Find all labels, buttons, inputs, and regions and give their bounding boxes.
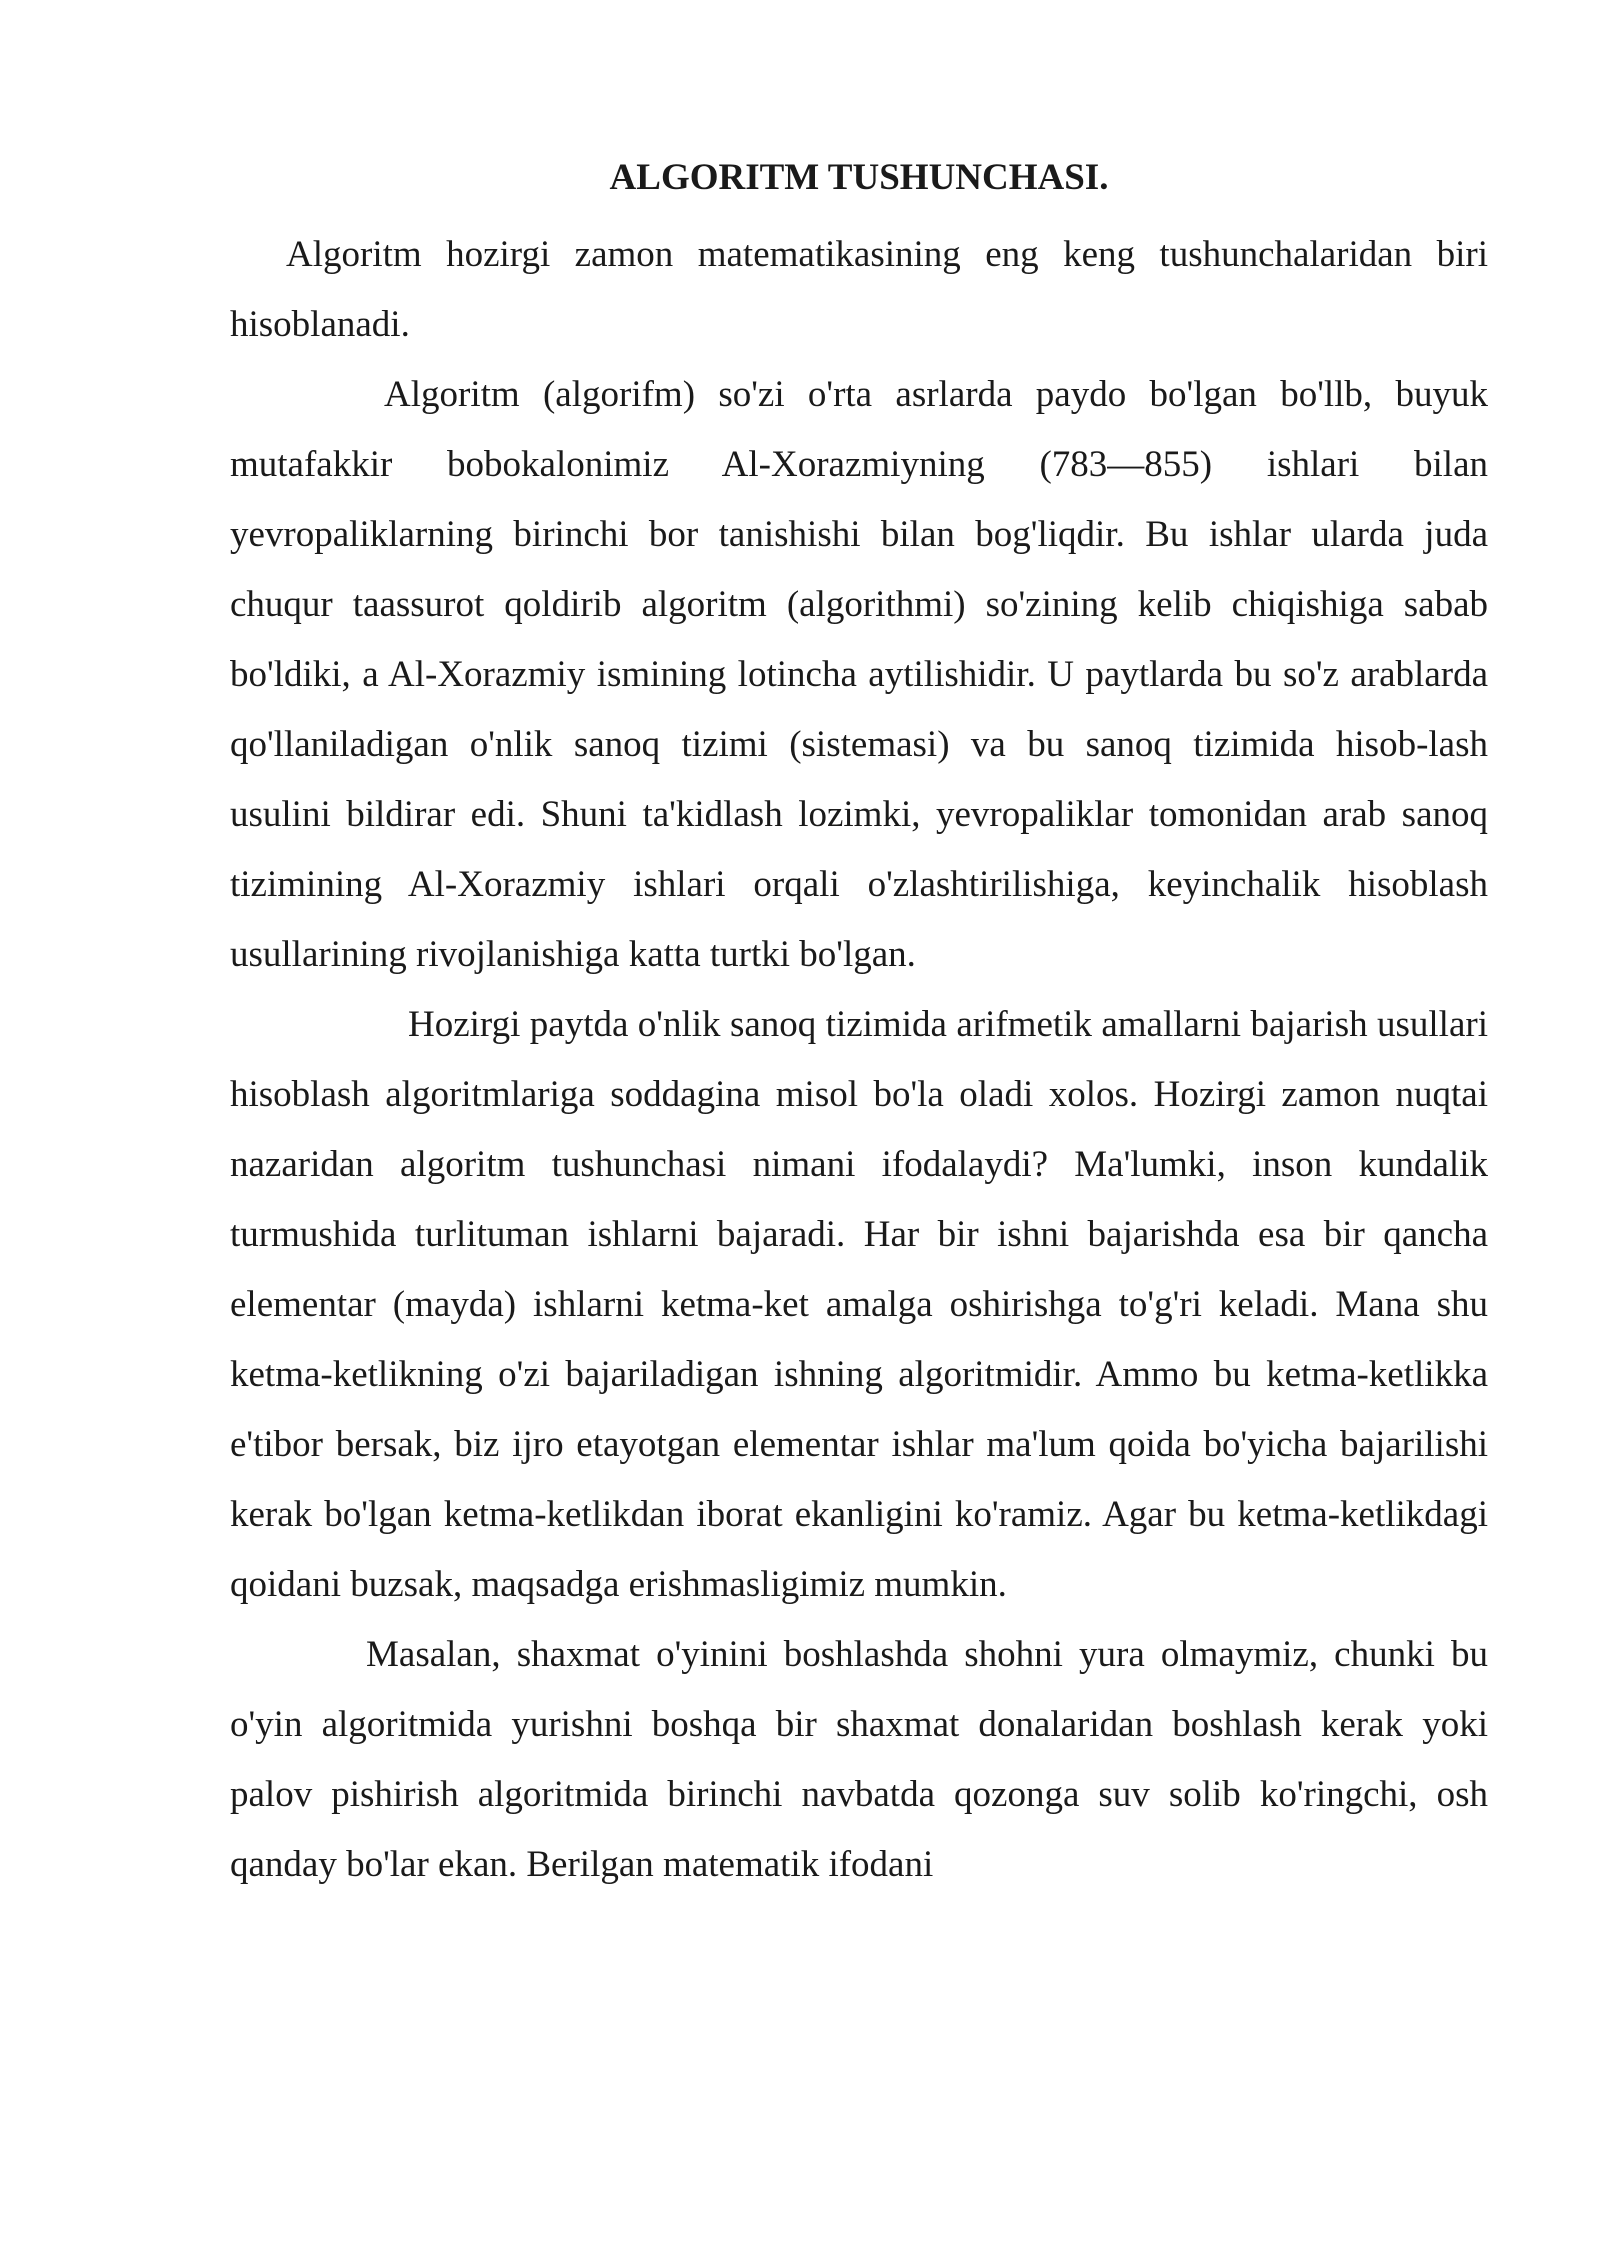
paragraph-origin: Algoritm (algorifm) so'zi o'rta asrlarda paydo bo'lgan bo'llb, buyuk mutafakkir bobokalonimiz Al-Xorazmiyning (783—855) ishlari bilan yevropaliklarning birinchi bor tanishishi bilan bog'liqdir. Bu ishlar ularda juda chuqur taassurot qoldirib algoritm (algorithmi) so'zining kelib chiqishiga sabab bo'ldiki, a Al-Xorazmiy ismining lotincha aytilishidir. U paytlarda bu so'z arablarda qo'llaniladigan o'nlik sanoq tizimi (sistemasi) va bu sanoq tizimida hisob-lash usulini bildirar edi. Shuni ta'kidlash lozimki, yevropaliklar tomonidan arab sanoq tizimining Al-Xorazmiy ishlari orqali o'zlashtirilishiga, keyinchalik hisoblash usullarining rivojlanishiga katta turtki bo'lgan. [230,374,1488,975]
paragraph-example: Masalan, shaxmat o'yinini boshlashda shohni yura olmaymiz, chunki bu o'yin algoritmida yurishni boshqa bir shaxmat donalaridan boshlash kerak yoki palov pishirish algoritmida birinchi navbatda qozonga suv solib ko'ringchi, osh qanday bo'lar ekan. Berilgan matematik ifodani [230,1634,1488,1885]
paragraph-intro: Algoritm hozirgi zamon matematikasining eng keng tushunchalaridan biri hisoblanadi. [230,234,1488,345]
paragraph-modern: Hozirgi paytda o'nlik sanoq tizimida arifmetik amallarni bajarish usullari hisoblash algoritmlariga soddagina misol bo'la oladi xolos. Hozirgi zamon nuqtai nazaridan algoritm tushunchasi nimani ifodalaydi? Ma'lumki, inson kundalik turmushida turlituman ishlarni bajaradi. Har bir ishni bajarishda esa bir qancha elementar (mayda) ishlarni ketma-ket amalga oshirishga to'g'ri keladi. Mana shu ketma-ketlikning o'zi bajariladigan ishning algoritmidir. Ammo bu ketma-ketlikka e'tibor bersak, biz ijro etayotgan elementar ishlar ma'lum qoida bo'yicha bajarilishi kerak bo'lgan ketma-ketlikdan iborat ekanligini ko'ramiz. Agar bu ketma-ketlikdagi qoidani buzsak, maqsadga erishmasligimiz mumkin. [230,1004,1488,1605]
document-body [230,150,1488,1900]
page-title: ALGORITM TUSHUNCHASI. [609,157,1109,198]
